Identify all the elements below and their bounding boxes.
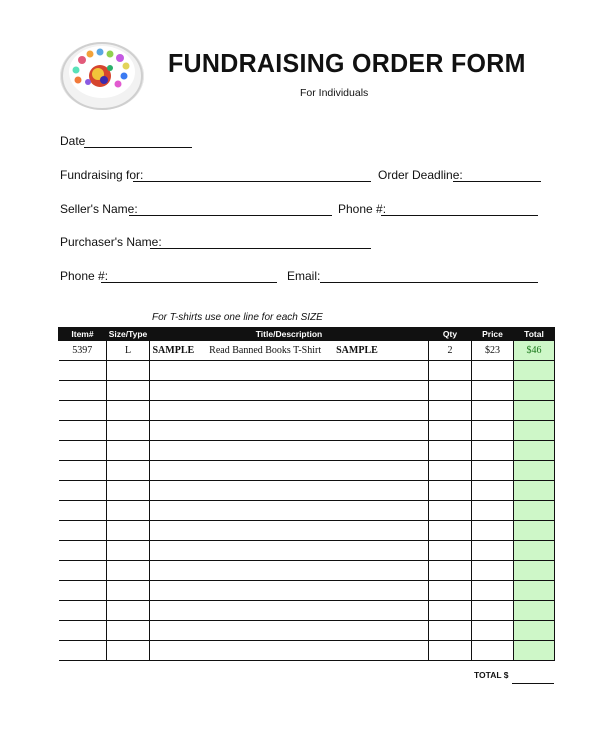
table-row bbox=[59, 461, 555, 481]
cell-title[interactable] bbox=[150, 621, 429, 641]
cell-total[interactable] bbox=[514, 561, 555, 581]
cell-item[interactable] bbox=[59, 541, 107, 561]
sample-label-left: SAMPLE bbox=[152, 345, 195, 356]
sample-item[interactable]: 5397 bbox=[59, 341, 107, 361]
table-row bbox=[59, 401, 555, 421]
cell-size[interactable] bbox=[107, 461, 150, 481]
cell-qty[interactable] bbox=[429, 481, 472, 501]
table-header-row bbox=[59, 328, 555, 341]
cell-price[interactable] bbox=[472, 641, 514, 661]
cell-size[interactable] bbox=[107, 621, 150, 641]
cell-item[interactable] bbox=[59, 641, 107, 661]
cell-qty[interactable] bbox=[429, 501, 472, 521]
cell-total[interactable] bbox=[514, 501, 555, 521]
cell-price[interactable] bbox=[472, 401, 514, 421]
cell-price[interactable] bbox=[472, 461, 514, 481]
cell-price[interactable] bbox=[472, 621, 514, 641]
purchaser-phone-field[interactable] bbox=[101, 282, 277, 283]
cell-total[interactable] bbox=[514, 481, 555, 501]
page-title: FUNDRAISING ORDER FORM bbox=[168, 50, 526, 78]
sample-total[interactable]: $46 bbox=[514, 341, 555, 361]
email-field[interactable] bbox=[320, 282, 538, 283]
cell-total[interactable] bbox=[514, 401, 555, 421]
sample-qty[interactable]: 2 bbox=[429, 341, 472, 361]
cell-item[interactable] bbox=[59, 521, 107, 541]
cell-qty[interactable] bbox=[429, 441, 472, 461]
cell-title[interactable] bbox=[150, 521, 429, 541]
cell-price[interactable] bbox=[472, 361, 514, 381]
col-header-qty: Qty bbox=[429, 328, 472, 341]
sample-size[interactable]: L bbox=[107, 341, 150, 361]
cell-size[interactable] bbox=[107, 641, 150, 661]
col-header-total: Total bbox=[514, 328, 555, 341]
cell-price[interactable] bbox=[472, 441, 514, 461]
cell-size[interactable] bbox=[107, 441, 150, 461]
cell-qty[interactable] bbox=[429, 541, 472, 561]
table-row bbox=[59, 361, 555, 381]
cell-qty[interactable] bbox=[429, 381, 472, 401]
cell-item[interactable] bbox=[59, 401, 107, 421]
cell-title[interactable] bbox=[150, 421, 429, 441]
cell-size[interactable] bbox=[107, 541, 150, 561]
cell-total[interactable] bbox=[514, 421, 555, 441]
cell-qty[interactable] bbox=[429, 421, 472, 441]
grand-total-field[interactable] bbox=[512, 683, 554, 684]
cell-size[interactable] bbox=[107, 521, 150, 541]
fundraising-for-field[interactable] bbox=[133, 181, 371, 182]
sample-label-right: SAMPLE bbox=[336, 345, 378, 356]
cell-total[interactable] bbox=[514, 621, 555, 641]
cell-price[interactable] bbox=[472, 581, 514, 601]
cell-size[interactable] bbox=[107, 381, 150, 401]
seller-phone-label: Phone #: bbox=[338, 202, 387, 216]
logo-image bbox=[60, 42, 144, 110]
col-header-size: Size/Type bbox=[107, 328, 150, 341]
sample-price[interactable]: $23 bbox=[472, 341, 514, 361]
cell-price[interactable] bbox=[472, 481, 514, 501]
cell-qty[interactable] bbox=[429, 401, 472, 421]
cell-title[interactable] bbox=[150, 541, 429, 561]
cell-item[interactable] bbox=[59, 601, 107, 621]
cell-total[interactable] bbox=[514, 601, 555, 621]
cell-price[interactable] bbox=[472, 601, 514, 621]
cell-title[interactable] bbox=[150, 641, 429, 661]
order-deadline-label: Order Deadline: bbox=[378, 168, 463, 182]
cell-qty[interactable] bbox=[429, 521, 472, 541]
purchaser-phone-label: Phone #: bbox=[60, 269, 109, 283]
cell-title[interactable] bbox=[150, 401, 429, 421]
purchasers-name-label: Purchaser's Name: bbox=[60, 235, 162, 249]
table-row bbox=[59, 521, 555, 541]
cell-price[interactable] bbox=[472, 421, 514, 441]
sample-title[interactable] bbox=[150, 341, 429, 361]
cell-qty[interactable] bbox=[429, 621, 472, 641]
cell-title[interactable] bbox=[150, 361, 429, 381]
col-header-item: Item# bbox=[59, 328, 107, 341]
cell-title[interactable] bbox=[150, 581, 429, 601]
table-row bbox=[59, 501, 555, 521]
cell-total[interactable] bbox=[514, 461, 555, 481]
col-header-title: Title/Description bbox=[150, 328, 429, 341]
table-row bbox=[59, 561, 555, 581]
sellers-name-label: Seller's Name: bbox=[60, 202, 138, 216]
cell-qty[interactable] bbox=[429, 561, 472, 581]
page-subtitle: For Individuals bbox=[300, 87, 369, 99]
cell-total[interactable] bbox=[514, 361, 555, 381]
cell-qty[interactable] bbox=[429, 581, 472, 601]
cell-title[interactable] bbox=[150, 461, 429, 481]
cell-price[interactable] bbox=[472, 381, 514, 401]
order-table bbox=[58, 327, 555, 661]
cell-size[interactable] bbox=[107, 561, 150, 581]
cell-total[interactable] bbox=[514, 521, 555, 541]
cell-size[interactable] bbox=[107, 601, 150, 621]
table-row bbox=[59, 441, 555, 461]
date-field[interactable] bbox=[84, 147, 192, 148]
cell-qty[interactable] bbox=[429, 361, 472, 381]
cell-qty[interactable] bbox=[429, 461, 472, 481]
logo-graphic bbox=[60, 42, 144, 110]
sellers-name-field[interactable] bbox=[129, 215, 332, 216]
cell-title[interactable] bbox=[150, 441, 429, 461]
cell-price[interactable] bbox=[472, 561, 514, 581]
table-row bbox=[59, 581, 555, 601]
cell-total[interactable] bbox=[514, 641, 555, 661]
seller-phone-field[interactable] bbox=[381, 215, 538, 216]
purchasers-name-field[interactable] bbox=[150, 248, 371, 249]
cell-size[interactable] bbox=[107, 421, 150, 441]
cell-item[interactable] bbox=[59, 481, 107, 501]
cell-price[interactable] bbox=[472, 521, 514, 541]
cell-size[interactable] bbox=[107, 401, 150, 421]
email-label: Email: bbox=[287, 269, 321, 283]
cell-size[interactable] bbox=[107, 361, 150, 381]
cell-qty[interactable] bbox=[429, 601, 472, 621]
cell-size[interactable] bbox=[107, 581, 150, 601]
cell-item[interactable] bbox=[59, 441, 107, 461]
table-row bbox=[59, 481, 555, 501]
grand-total-label: TOTAL $ bbox=[474, 670, 509, 680]
cell-item[interactable] bbox=[59, 501, 107, 521]
tshirt-note: For T-shirts use one line for each SIZE bbox=[152, 312, 323, 323]
cell-item[interactable] bbox=[59, 421, 107, 441]
table-row bbox=[59, 641, 555, 661]
order-deadline-field[interactable] bbox=[453, 181, 541, 182]
cell-item[interactable] bbox=[59, 461, 107, 481]
cell-title[interactable] bbox=[150, 481, 429, 501]
date-label: Date bbox=[60, 134, 86, 148]
cell-size[interactable] bbox=[107, 481, 150, 501]
cell-title[interactable] bbox=[150, 561, 429, 581]
cell-price[interactable] bbox=[472, 501, 514, 521]
cell-item[interactable] bbox=[59, 581, 107, 601]
cell-size[interactable] bbox=[107, 501, 150, 521]
cell-item[interactable] bbox=[59, 621, 107, 641]
cell-price[interactable] bbox=[472, 541, 514, 561]
sample-row bbox=[59, 341, 555, 361]
cell-title[interactable] bbox=[150, 501, 429, 521]
cell-total[interactable] bbox=[514, 581, 555, 601]
fundraising-for-label: Fundraising for: bbox=[60, 168, 144, 182]
table-row bbox=[59, 381, 555, 401]
cell-item[interactable] bbox=[59, 561, 107, 581]
cell-title[interactable] bbox=[150, 601, 429, 621]
cell-total[interactable] bbox=[514, 381, 555, 401]
table-row bbox=[59, 601, 555, 621]
col-header-price: Price bbox=[472, 328, 514, 341]
cell-title[interactable] bbox=[150, 381, 429, 401]
cell-item[interactable] bbox=[59, 381, 107, 401]
table-row bbox=[59, 541, 555, 561]
cell-item[interactable] bbox=[59, 361, 107, 381]
sample-description: Read Banned Books T-Shirt bbox=[209, 345, 322, 356]
cell-qty[interactable] bbox=[429, 641, 472, 661]
cell-total[interactable] bbox=[514, 441, 555, 461]
table-row bbox=[59, 621, 555, 641]
cell-total[interactable] bbox=[514, 541, 555, 561]
table-row bbox=[59, 421, 555, 441]
